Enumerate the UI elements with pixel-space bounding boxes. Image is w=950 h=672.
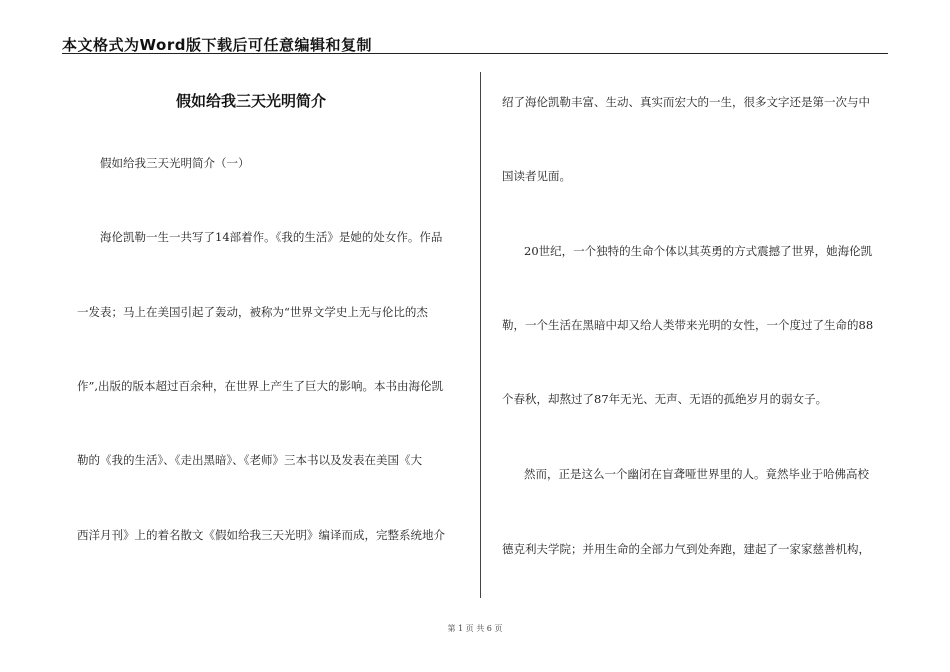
left-line-6: 西洋月刊》上的着名散文《假如给我三天光明》编译而成，完整系统地介 <box>77 528 445 542</box>
left-line-1: 假如给我三天光明简介（一） <box>100 156 250 170</box>
right-line-1: 绍了海伦凯勒丰富、生动、真实而宏大的一生，很多文字还是第一次与中 <box>502 95 870 109</box>
right-line-2: 国读者见面。 <box>502 169 571 183</box>
header-rule <box>62 53 888 54</box>
right-line-6: 然而，正是这么一个幽闭在盲聋哑世界里的人。竟然毕业于哈佛高校 <box>524 467 869 481</box>
left-line-4: 作”,出版的版本超过百余种，在世界上产生了巨大的影响。本书由海伦凯 <box>77 379 444 393</box>
right-line-7: 德克利夫学院；并用生命的全部力气到处奔跑，建起了一家家慈善机构， <box>502 542 870 556</box>
page-number: 第 1 页 共 6 页 <box>447 624 503 633</box>
right-line-5: 个春秋，却熬过了87年无光、无声、无语的孤绝岁月的弱女子。 <box>502 392 828 406</box>
right-line-4: 勒，一个生活在黑暗中却又给人类带来光明的女性，一个度过了生命的88 <box>502 318 874 332</box>
right-line-3: 20世纪，一个独特的生命个体以其英勇的方式震撼了世界，她海伦凯 <box>524 244 873 258</box>
left-line-5: 勒的《我的生活》、《走出黑暗》、《老师》三本书以及发表在美国《大 <box>77 453 422 467</box>
left-line-2: 海伦凯勒一生一共写了14部着作。《我的生活》是她的处女作。作品 <box>100 230 443 244</box>
left-line-3: 一发表；马上在美国引起了轰动，被称为“世界文学史上无与伦比的杰 <box>77 305 428 319</box>
document-banner: 本文格式为Word版下载后可任意编辑和复制 <box>62 36 372 54</box>
page-title: 假如给我三天光明简介 <box>175 92 326 110</box>
column-divider <box>480 72 481 598</box>
